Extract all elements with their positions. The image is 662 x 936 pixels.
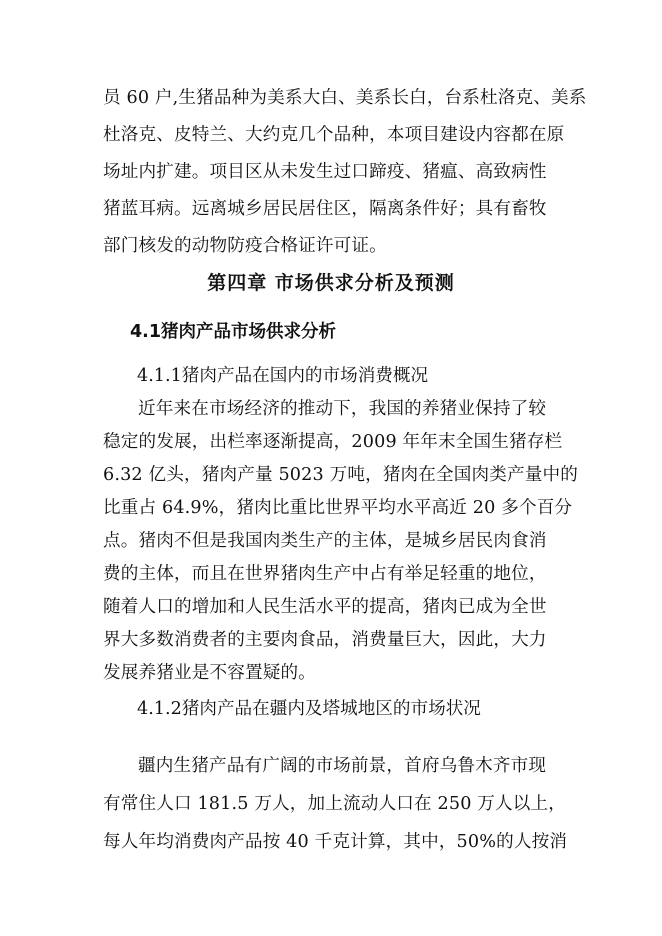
paragraph-line: 费的主体，而且在世界猪肉生产中占有举足轻重的地位， (103, 564, 547, 584)
subsection-title: 4.1.1猪肉产品在国内的市场消费概况 (137, 366, 429, 386)
paragraph-line: 发展养猪业是不容置疑的。 (103, 663, 316, 683)
paragraph-line: 有常住人口 181.5 万人，加上流动人口在 250 万人以上， (103, 794, 566, 814)
intro-line: 员 60 户,生猪品种为美系大白、美系长白，台系杜洛克、美系 (103, 88, 587, 108)
paragraph-line: 界大多数消费者的主要肉食品，消费量巨大，因此，大力 (103, 630, 547, 650)
paragraph-line: 疆内生猪产品有广阔的市场前景，首府乌鲁木齐市现 (138, 756, 547, 776)
intro-line: 杜洛克、皮特兰、大约克几个品种，本项目建设内容都在原 (103, 125, 565, 145)
paragraph-line: 6.32 亿头，猪肉产量 5023 万吨，猪肉在全国肉类产量中的 (103, 465, 578, 485)
subsection-title: 4.1.2猪肉产品在疆内及塔城地区的市场状况 (137, 699, 481, 719)
intro-line: 猪蓝耳病。远离城乡居民居住区，隔离条件好；具有畜牧 (103, 199, 547, 219)
paragraph-line: 近年来在市场经济的推动下，我国的养猪业保持了较 (138, 399, 547, 419)
paragraph-line: 每人年均消费肉产品按 40 千克计算，其中，50%的人按消 (103, 832, 568, 852)
paragraph-line: 比重占 64.9%，猪肉比重比世界平均水平高近 20 多个百分 (103, 498, 573, 518)
section-title: 4.1猪肉产品市场供求分析 (130, 322, 337, 342)
paragraph-line: 稳定的发展，出栏率逐渐提高，2009 年年末全国生猪存栏 (103, 432, 563, 452)
intro-line: 场址内扩建。项目区从未发生过口蹄疫、猪瘟、高致病性 (103, 162, 547, 182)
paragraph-line: 随着人口的增加和人民生活水平的提高，猪肉已成为全世 (103, 597, 547, 617)
paragraph-line: 点。猪肉不但是我国肉类生产的主体，是城乡居民肉食消 (103, 531, 547, 551)
intro-line: 部门核发的动物防疫合格证许可证。 (103, 236, 387, 256)
chapter-title: 第四章 市场供求分析及预测 (207, 272, 455, 294)
